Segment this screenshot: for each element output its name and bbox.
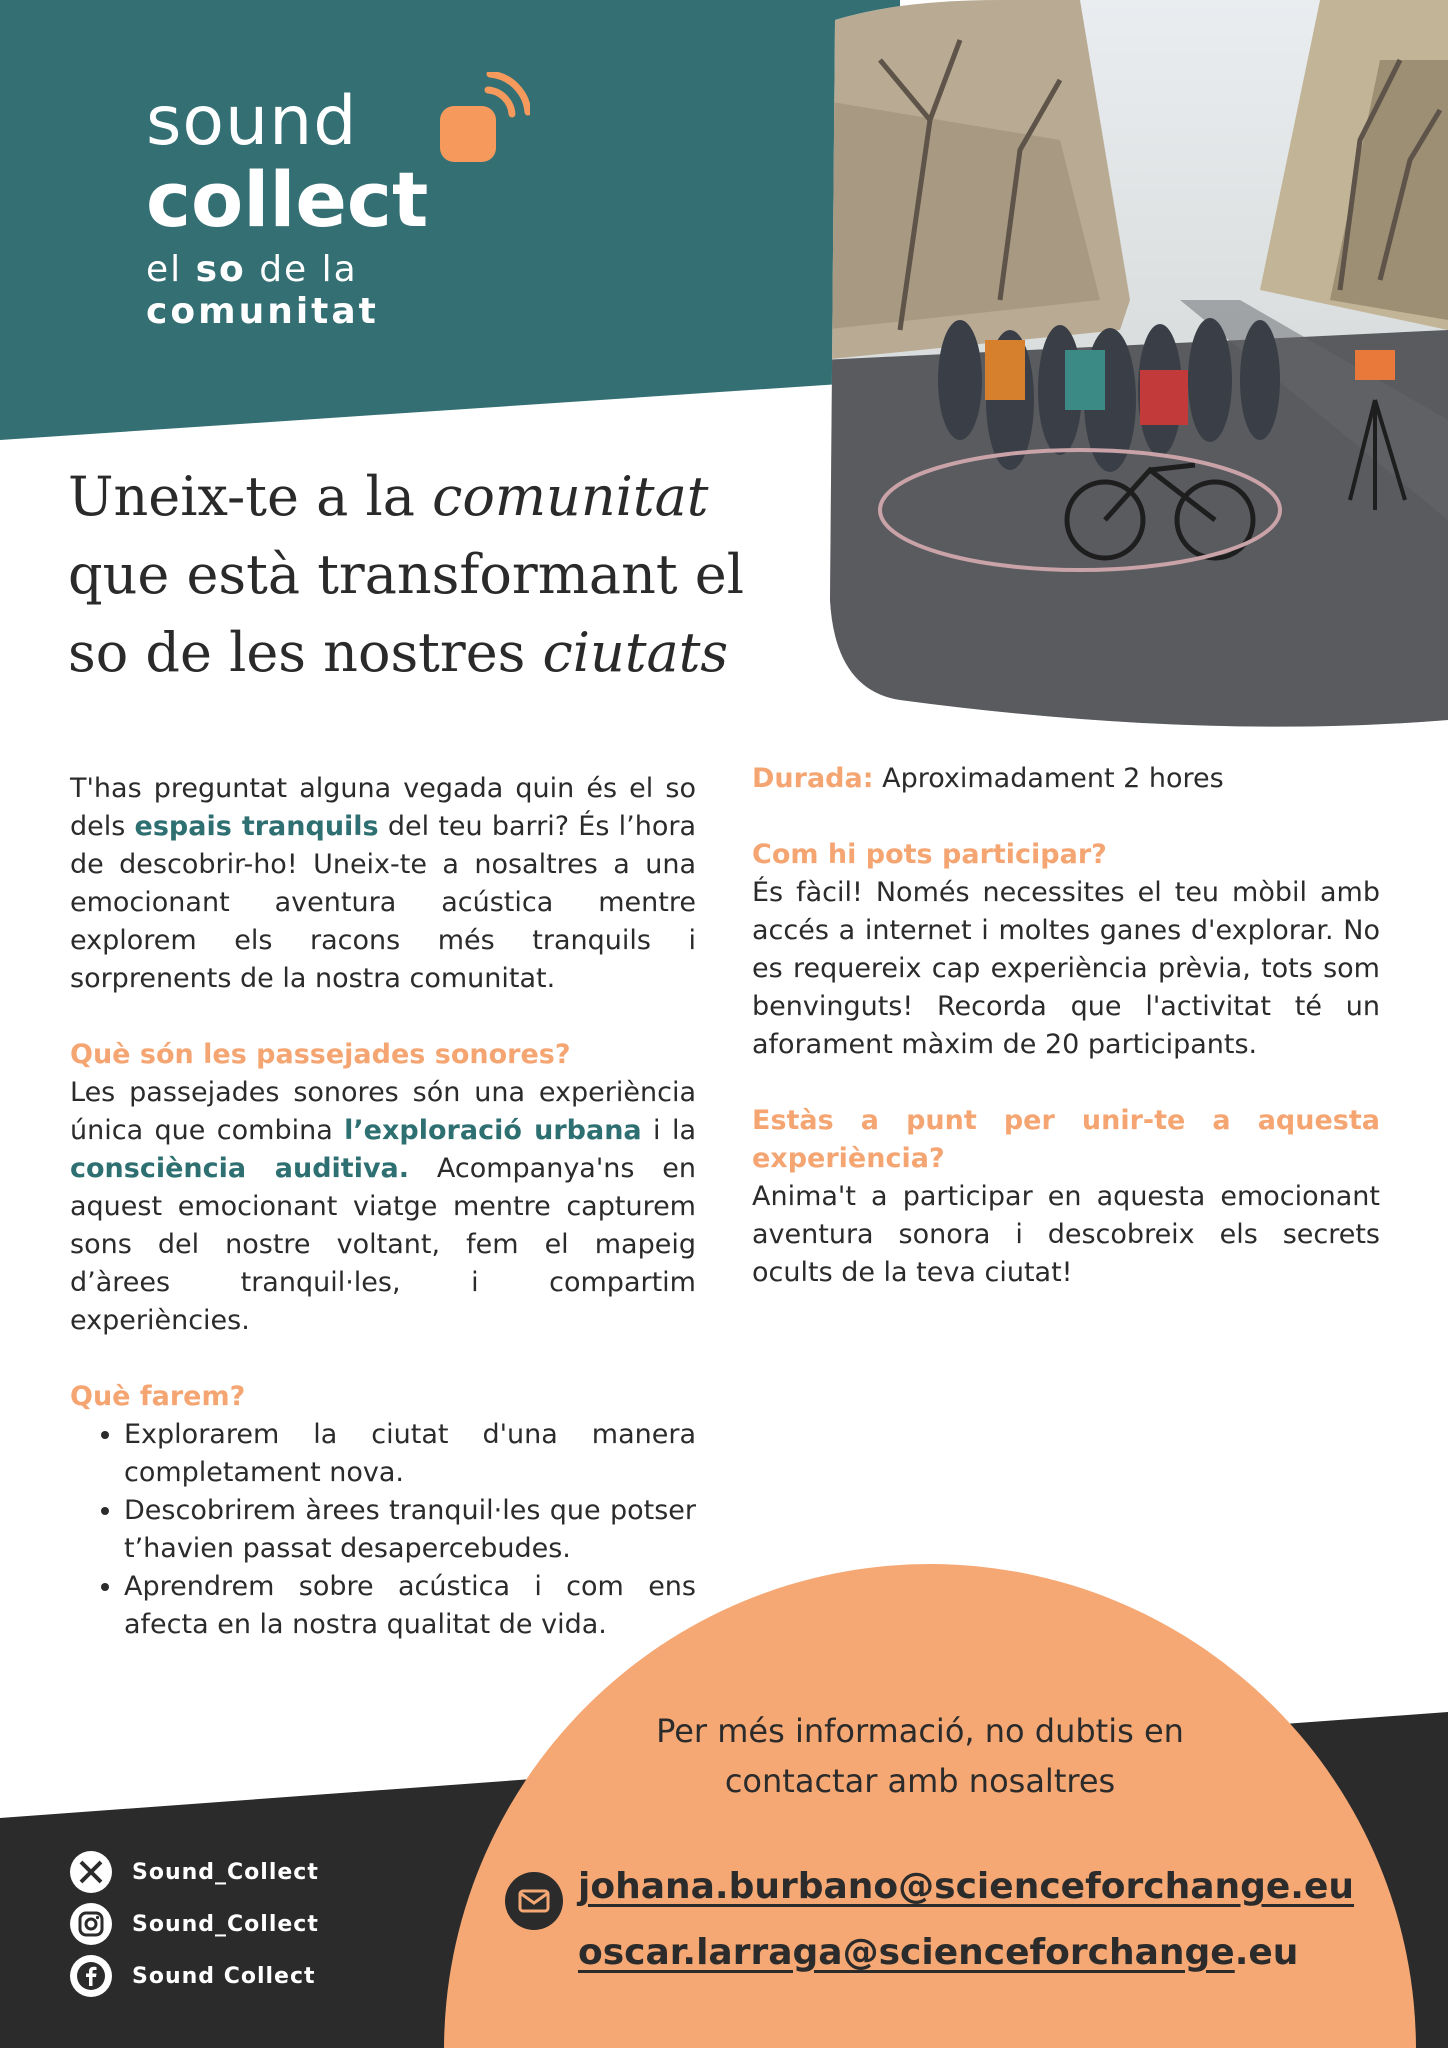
social-x[interactable] [70,1850,319,1894]
list-item: • Aprendrem sobre acústica i com ens afecta en la nostra qualitat de vida. [124,1568,696,1644]
street-photo [820,0,1448,740]
social-instagram-label: Sound_Collect [132,1911,319,1937]
duration-line: Durada: Aproximadament 2 hores [752,763,1224,794]
walks-heading: Què són les passejades sonores? [70,1039,571,1070]
social-x-label: Sound_Collect [132,1859,319,1885]
list-item: • Descobrirem àrees tranquil·les que potser t’havien passat desapercebudes. [124,1492,696,1568]
page-headline: Uneix-te a la comunitat que està transformant el so de les nostres ciutats [68,465,744,684]
participate-paragraph: És fàcil! Només necessites el teu mòbil amb accés a internet i moltes ganes d'explorar. No es requereix cap experiència prèvia, tots som benvinguts! Recorda que l'activitat té un aforament màxim de 20 participants. [752,877,1380,1060]
instagram-icon [70,1903,112,1945]
headline-script-community: comunitat [432,465,709,528]
right-column [752,760,1380,1292]
contact-intro: Per més informació, no dubtis en contactar amb nosaltres [656,1712,1184,1800]
ready-paragraph: Anima't a participar en aquesta emocionant aventura sonora i descobreix els secrets ocults de la teva ciutat! [752,1181,1380,1288]
mail-icon [505,1872,563,1930]
headline-script-cities: ciutats [542,621,729,684]
ready-heading: Estàs a punt per unir-te a aquesta experiència? [752,1105,1380,1174]
what-heading: Què farem? [70,1381,246,1412]
social-instagram[interactable] [70,1902,319,1946]
participate-heading: Com hi pots participar? [752,839,1107,870]
list-item: • Explorarem la ciutat d'una manera completament nova. [124,1416,696,1492]
email-link-oscar[interactable]: oscar.larraga@scienceforchange.eu [578,1932,1299,1973]
social-facebook[interactable] [70,1954,316,1998]
logo-tagline-2: comunitat [146,291,379,332]
facebook-icon [70,1955,112,1997]
x-icon [70,1851,112,1893]
logo-sound-word: sound [146,82,358,161]
walks-paragraph: Les passejades sonores són una experiència única que combina l’exploració urbana i la consciència auditiva. Acompanya'ns en aquest emocionant viatge mentre capturem sons del nostre voltant, fem el mapeig d’àrees tranquil·les, i compartim experiències. [70,1077,696,1336]
what-list [70,1416,696,1644]
intro-paragraph: T'has preguntat alguna vegada quin és el so dels espais tranquils del teu barri? És l’hora de descobrir-ho! Uneix-te a nosaltres a una emocionant aventura acústica mentre explorem els racons més tranquils i sorprenents de la nostra comunitat. [70,773,697,994]
social-facebook-label: Sound Collect [132,1963,316,1989]
email-link-johana[interactable]: johana.burbano@scienceforchange.eu [578,1866,1355,1907]
logo-collect-word: collect [146,155,429,244]
logo-sound-icon [440,72,530,162]
left-column [70,770,696,1644]
logo-tagline-1: el so de la [146,249,358,290]
teal-header-shape [0,0,900,440]
